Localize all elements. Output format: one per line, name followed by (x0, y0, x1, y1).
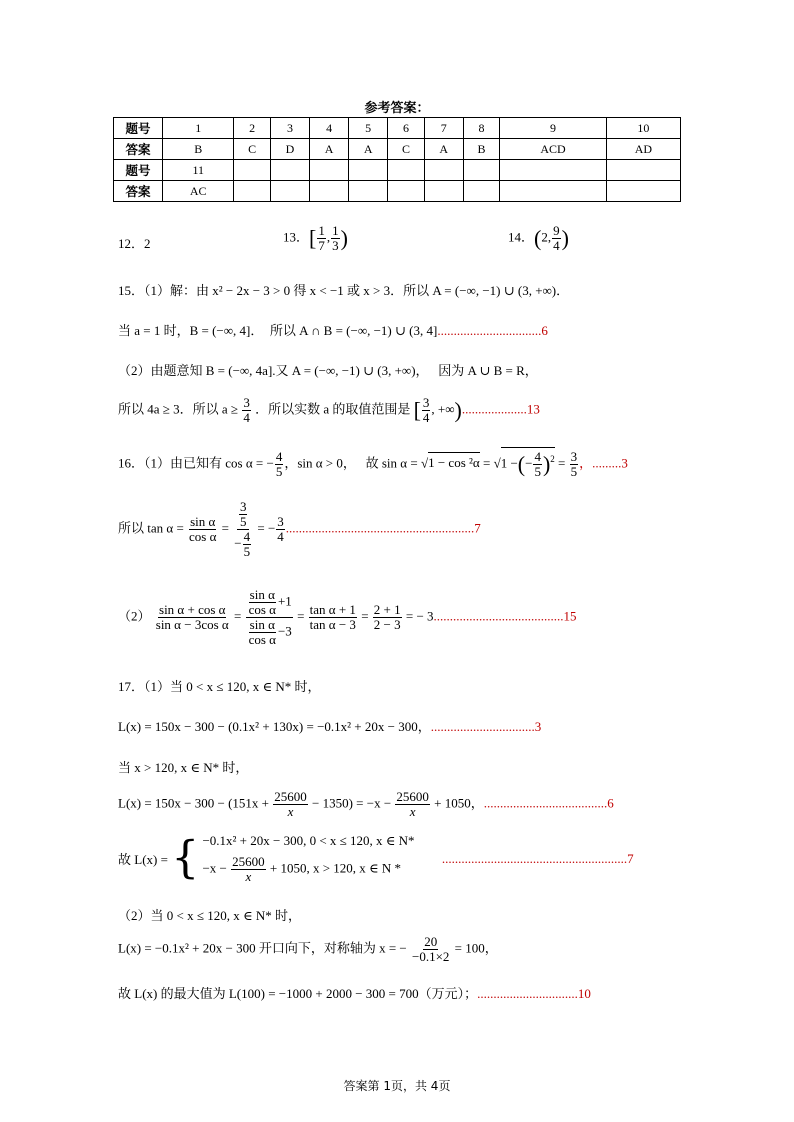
q15-line2-text: 当 a = 1 时，B = (−∞, 4]． 所以 A ∩ B = (−∞, −1) ∪ (3, 4] (118, 323, 438, 338)
q15-line4: 所以 4a ≥ 3．所以 a ≥ $\frac{3}{4}$ ．所以实数 a 的取值范围是 [ $\frac{3}{4}$ , +∞)....................13 (118, 395, 540, 425)
q15-int-den: 4 (422, 410, 430, 425)
q17-case2-num: 25600 (232, 854, 265, 869)
q16-line1-a: 16．（1）由已知有 cos α = − (118, 455, 274, 471)
table-row (114, 160, 681, 181)
table-cell: 8 (463, 118, 499, 139)
q16-p2-num: sin α + cos α (159, 602, 226, 617)
table-cell: D (270, 139, 309, 160)
table-cell: A (349, 139, 388, 160)
row-header: 题号 (114, 118, 163, 139)
q16-p2-n-den: 2 − 3 (373, 617, 401, 632)
table-cell (310, 160, 349, 181)
q16-frac-num: 4 (275, 449, 283, 464)
table-cell (500, 181, 607, 202)
q16-nested-4: 4 (243, 529, 251, 544)
q15-line3: （2）由题意知 B = (−∞, 4a].又 A = (−∞, −1) ∪ (3, +∞)， 因为 A ∪ B = R， (118, 363, 538, 378)
q15-frac-num: 3 (243, 395, 250, 410)
q16-p2-tan-den: tan α − 3 (309, 617, 356, 632)
table-cell: B (463, 139, 499, 160)
table-cell: 4 (310, 118, 349, 139)
q17-line2-text: L(x) = 150x − 300 − (0.1x² + 130x) = −0.1x² + 20x − 300， (118, 719, 431, 734)
q16-line1-b: ，sin α > 0， 故 sin α = (284, 455, 418, 471)
q16-sqrt2-lead: 1 − (500, 455, 518, 471)
table-cell: 1 (163, 118, 234, 139)
q16-frac-den: 5 (275, 464, 283, 479)
q17-line1: 17．（1）当 0 < x ≤ 120, x ∈ N* 时， (118, 679, 321, 694)
table-cell: 11 (163, 160, 234, 181)
q16-p2-sin-b: sin α (249, 617, 275, 632)
q16-nested-den (233, 530, 253, 559)
answer-table (113, 117, 681, 202)
table-cell (500, 160, 607, 181)
q16-nested-3: 3 (239, 499, 247, 514)
q16-nested-5b: 5 (243, 544, 251, 559)
row-header: 题号 (114, 160, 163, 181)
table-cell: 3 (270, 118, 309, 139)
q17-case2-b: + 1050, x > 120, x ∈ N * (269, 860, 402, 876)
q16-p2-sin-a: sin α (249, 587, 275, 602)
table-cell (606, 160, 680, 181)
row-header: 答案 (114, 139, 163, 160)
table-cell: A (310, 139, 349, 160)
q16-score-7: ..........................................................7 (285, 520, 481, 536)
q16-sqrt1: 1 − cos ²α (428, 452, 480, 471)
table-cell: 2 (234, 118, 270, 139)
q16-p2-cos-b: cos α (248, 632, 276, 647)
q14-answer: 14．(2, $\frac{9}{4}$ ) (508, 223, 569, 253)
table-cell: 7 (424, 118, 463, 139)
q16-nested-num (237, 500, 250, 530)
q15-line4-b: ．所以实数 a 的取值范围是 (255, 401, 411, 417)
q17-line8 (118, 983, 591, 1002)
q17-score-7: .........................................................7 (441, 850, 634, 866)
table-cell (463, 181, 499, 202)
q17-line8-text: 故 L(x) 的最大值为 L(100) = −1000 + 2000 − 300 = 700（万元）； (118, 986, 478, 1001)
q13-frac-b-num: 1 (332, 223, 339, 238)
table-cell (234, 181, 270, 202)
q16-p2-tan-num: tan α + 1 (309, 602, 356, 617)
q16-p2-plus: +1 (277, 593, 292, 609)
q16-sin: sin α (190, 514, 216, 529)
q16-eq: = (482, 455, 491, 471)
q16-p2-den: sin α − 3cos α (155, 617, 229, 632)
q15-line1: 15．（1）解：由 x² − 2x − 3 > 0 得 x < −1 或 x > 3．所以 A = (−∞, −1) ∪ (3, +∞)． (118, 283, 570, 298)
table-cell: A (424, 139, 463, 160)
table-cell (424, 160, 463, 181)
q17-case2 (202, 855, 414, 884)
q17-line3: 当 x > 120, x ∈ N* 时， (118, 760, 249, 775)
q17-frac2-den: x (409, 804, 416, 819)
q17-score-6: ......................................6 (483, 795, 614, 811)
q16-tan-den: 4 (277, 529, 284, 544)
q16-p2-nested-den (246, 618, 293, 647)
q14-a: 2, (541, 229, 552, 245)
q15-score-13: ....................13 (461, 401, 540, 417)
table-cell (349, 181, 388, 202)
q17-line6: （2）当 0 < x ≤ 120, x ∈ N* 时， (118, 908, 301, 923)
q16-result-den: 5 (570, 464, 578, 479)
table-cell: C (234, 139, 270, 160)
q17-line4 (118, 790, 614, 819)
q16-p2-cos-a: cos α (248, 602, 276, 617)
q16-sqrt2-num: 4 (534, 449, 541, 464)
q15-int-num: 3 (422, 395, 430, 410)
q17-case2-a: −x − (202, 860, 227, 876)
q17-axis-num: 20 (424, 934, 438, 949)
q17-frac1-den: x (287, 804, 294, 819)
q17-frac1-num: 25600 (274, 789, 307, 804)
q16-p2-minus: −3 (277, 623, 292, 639)
q16-sqrt2: 1 −(− $\frac{4}{5}$ )$^2$ (500, 449, 555, 479)
q16-cos: cos α (189, 529, 217, 544)
q16-result: = − (257, 520, 276, 536)
table-cell: B (163, 139, 234, 160)
table-row (114, 118, 681, 139)
q17-line4-a: L(x) = 150x − 300 − (151x + (118, 795, 270, 811)
q14-label: 14． (508, 229, 535, 245)
table-cell: C (388, 139, 424, 160)
q17-piecewise: 故 L(x) = { −0.1x² + 20x − 300, 0 < x ≤ 120, x ∈ N* −x − $\frac{25600}{x}$ + 1050, x > 120, x ∈ N * .........................................................7 (118, 832, 634, 884)
q17-piecewise-lead: 故 L(x) = (118, 852, 168, 867)
q16-p2-nested-num (246, 588, 293, 618)
q16-p2-n-num: 2 + 1 (373, 602, 401, 617)
q16-line2-lead: 所以 tan α = (118, 520, 184, 536)
table-cell (270, 181, 309, 202)
q14-frac-num: 9 (553, 223, 560, 238)
q15-score-6: ................................6 (437, 323, 548, 338)
table-cell: AD (606, 139, 680, 160)
q17-line2 (118, 716, 541, 735)
q16-score-3: ，.........3 (579, 455, 628, 471)
table-cell (463, 160, 499, 181)
q15-int-tail: , +∞ (431, 401, 455, 417)
q15-line2 (118, 320, 548, 339)
table-cell (349, 160, 388, 181)
table-cell (606, 181, 680, 202)
table-cell: 6 (388, 118, 424, 139)
table-cell: ACD (500, 139, 607, 160)
table-row (114, 181, 681, 202)
page-footer: 答案第 1页，共 4页 (343, 1079, 451, 1093)
q17-case2-den: x (245, 869, 252, 884)
q17-line7-a: L(x) = −0.1x² + 20x − 300 开口向下，对称轴为 x = − (118, 940, 407, 956)
q17-score-3: ................................3 (430, 719, 542, 734)
q16-part2: （2） $\frac{\text{sin α + cos α}}{\text{sin α − 3cos α}}$ = $\frac{\text{sin α}}{\text{cos α}}$ +1 $\frac{\text{sin α}}{\text{cos α}}$ −3 = $\frac{\text{tan α + 1}}{\text{tan α − 3}}$ = $\frac{2 + 1}{2 - 3}$ = − 3........................................15 (118, 587, 577, 647)
q13-frac-a-den: 7 (318, 238, 325, 253)
q17-line4-c: + 1050， (434, 795, 484, 811)
row-header: 答案 (114, 181, 163, 202)
q17-case1: −0.1x² + 20x − 300, 0 < x ≤ 120, x ∈ N* (202, 833, 415, 848)
table-cell (234, 160, 270, 181)
q17-frac2-num: 25600 (396, 789, 429, 804)
q17-line4-b: − 1350) = −x − (312, 795, 392, 811)
q12-answer: 12．2 (118, 236, 151, 251)
q16-line1: 16．（1）由已知有 cos α = − $\frac{4}{5}$ ，sin α > 0， 故 sin α = √1 − cos ²α = √1 −(− $\frac{4}{5}$ )$^2$ = $\frac{3}{5}$ ，.........3 (118, 449, 628, 479)
table-cell: 9 (500, 118, 607, 139)
table-cell (270, 160, 309, 181)
page-title: 参考答案： (364, 101, 430, 116)
q15-line4-a: 所以 4a ≥ 3．所以 a ≥ (118, 401, 239, 417)
q16-sqrt2-den: 5 (534, 464, 541, 479)
q17-line7-b: = 100， (454, 940, 498, 956)
q17-line7 (118, 935, 498, 964)
q16-line2: 所以 tan α = $\frac{\text{sin α}}{\text{cos α}}$ = $\frac{3}{5}$ − $\frac{4}{5}$ = − $\frac{3}{4}$ ..........................................................7 (118, 499, 481, 559)
table-cell (310, 181, 349, 202)
table-cell (388, 160, 424, 181)
q16-result-num: 3 (570, 449, 578, 464)
table-cell (424, 181, 463, 202)
table-row (114, 139, 681, 160)
q16-nested-5a: 5 (239, 514, 247, 529)
q16-tan-num: 3 (277, 514, 284, 529)
q13-label: 13． (283, 229, 310, 245)
q13-answer: 13．[ $\frac{1}{7}$ , $\frac{1}{3}$ ) (283, 223, 348, 253)
table-cell: AC (163, 181, 234, 202)
table-cell (388, 181, 424, 202)
q17-score-10: ...............................10 (477, 986, 591, 1001)
q17-cases (202, 833, 414, 884)
q16-p2-lead: （2） (118, 608, 151, 624)
q15-frac-den: 4 (243, 410, 250, 425)
q16-neg: − (234, 535, 242, 551)
q13-frac-a-num: 1 (318, 223, 325, 238)
q17-axis-den: −0.1×2 (412, 949, 450, 964)
q16-p2-result: = − 3 (405, 608, 434, 624)
table-cell: 5 (349, 118, 388, 139)
q14-frac-den: 4 (553, 238, 560, 253)
q13-frac-b-den: 3 (332, 238, 339, 253)
q16-score-15: ........................................15 (433, 608, 577, 624)
table-cell: 10 (606, 118, 680, 139)
